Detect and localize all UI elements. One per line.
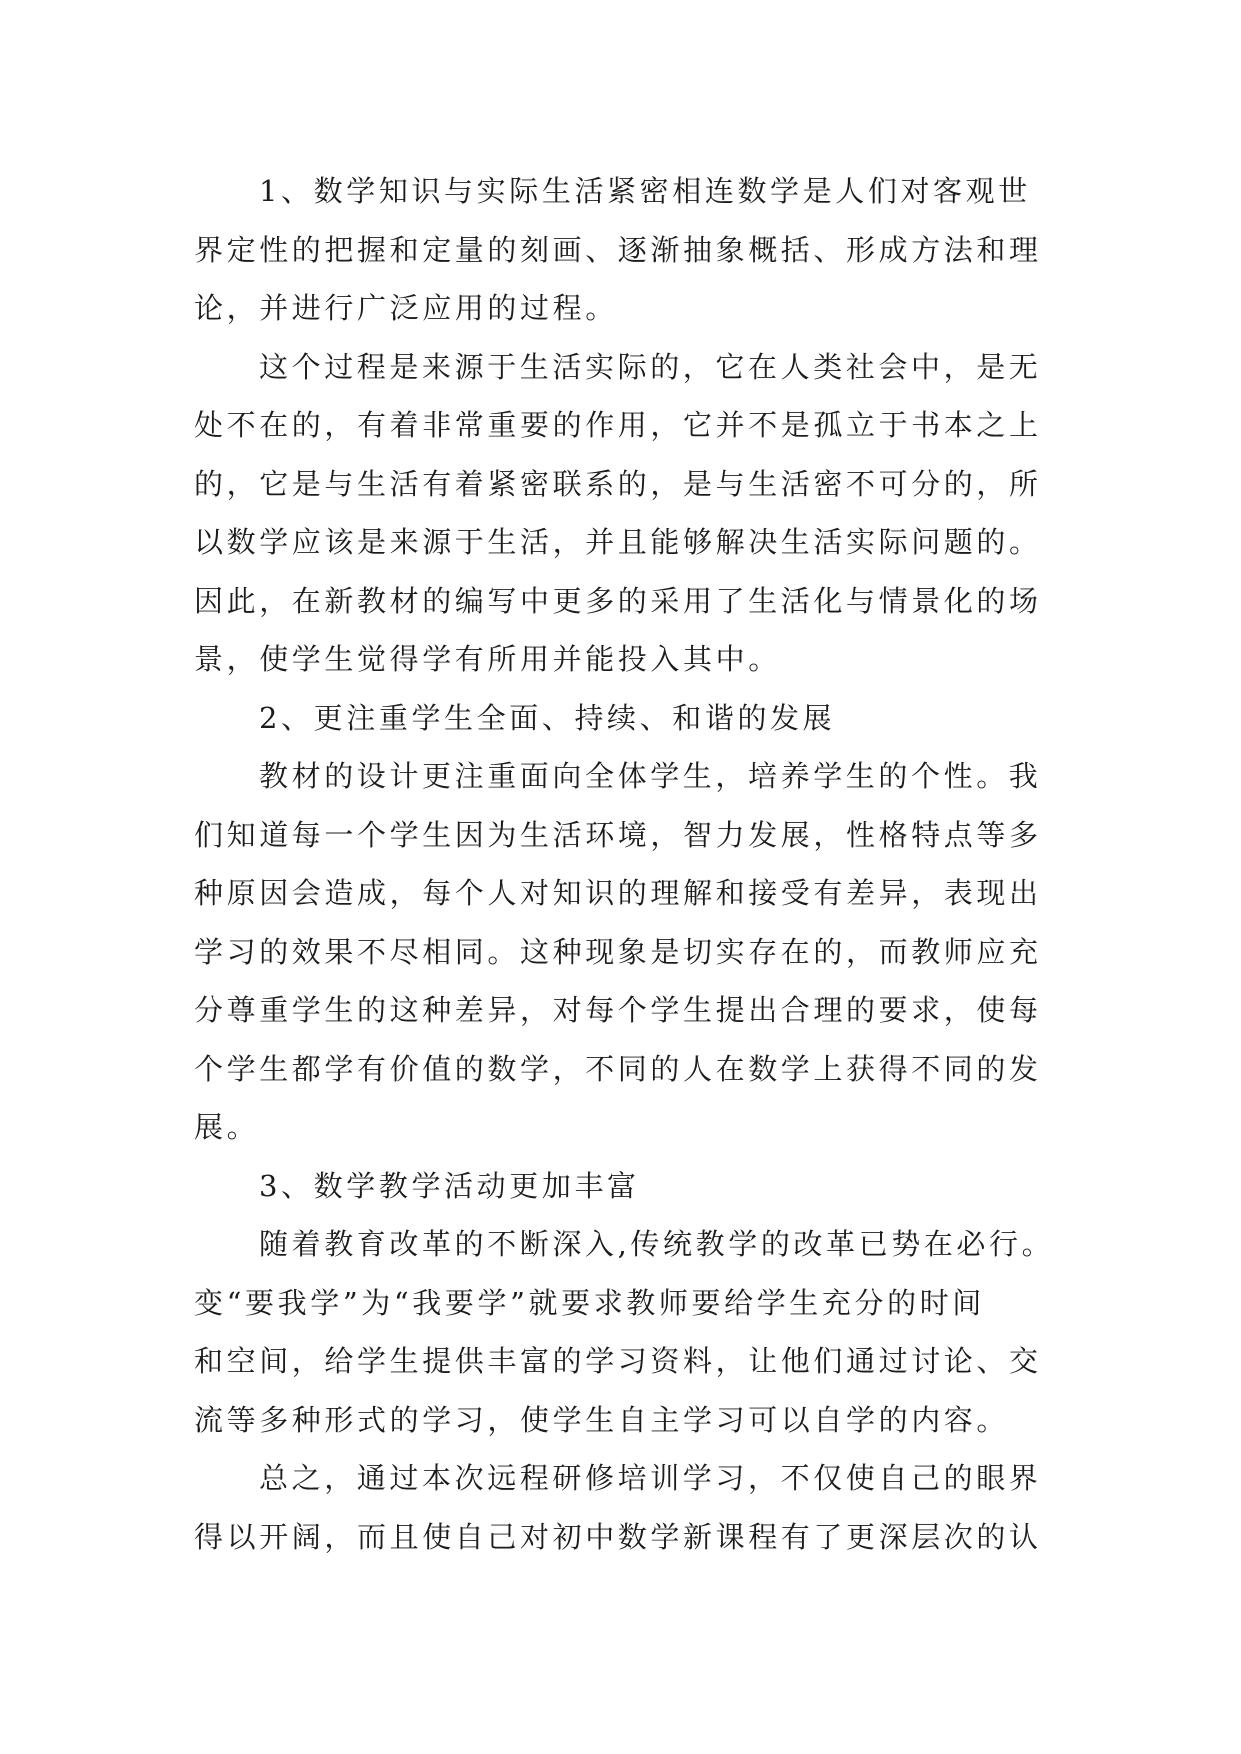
paragraph [194,1215,1094,1449]
text-line: 界定性的把握和定量的刻画、逐渐抽象概括、形成方法和理 [194,232,1042,267]
paragraph [194,747,1094,1157]
text-line: 变“要我学”为“我要学”就要求教师要给学生充分的时间 [194,1285,985,1320]
text-line: 得以开阔，而且使自己对初中数学新课程有了更深层次的认 [194,1519,1042,1554]
conclusion-paragraph [194,1449,1094,1566]
section-heading: 2、更注重学生全面、持续、和谐的发展 [259,700,836,735]
text-line: 和空间，给学生提供丰富的学习资料，让他们通过讨论、交 [194,1344,1042,1378]
text-line: 总之，通过本次远程研修培训学习，不仅使自己的眼界 [259,1461,1042,1495]
section-heading-2 [194,689,1094,748]
text-line: 因此，在新教材的编写中更多的采用了生活化与情景化的场 [194,583,1042,618]
text-line: 的，它是与生活有着紧密联系的，是与生活密不可分的，所 [194,466,1042,501]
text-line: 个学生都学有价值的数学，不同的人在数学上获得不同的发 [194,1051,1042,1086]
text-line: 种原因会造成，每个人对知识的理解和接受有差异，表现出 [194,876,1042,910]
text-line: 学习的效果不尽相同。这种现象是切实存在的，而教师应充 [194,934,1042,969]
text-line: 展。 [194,1110,260,1144]
text-line: 这个过程是来源于生活实际的，它在人类社会中，是无 [259,349,1042,384]
text-line: 随着教育改革的不断深入,传统教学的改革已势在必行。 [259,1227,1055,1261]
section-heading: 3、数学教学活动更加丰富 [259,1168,640,1203]
text-line: 论，并进行广泛应用的过程。 [194,291,618,325]
text-line: 处不在的，有着非常重要的作用，它并不是孤立于书本之上 [194,408,1042,442]
text-line: 流等多种形式的学习，使学生自主学习可以自学的内容。 [194,1402,1010,1437]
section-paragraph-1 [194,162,1094,338]
text-line: 景，使学生觉得学有所用并能投入其中。 [194,642,781,676]
text-line: 以数学应该是来源于生活，并且能够解决生活实际问题的。 [194,525,1042,559]
paragraph [194,338,1094,689]
text-line: 们知道每一个学生因为生活环境，智力发展，性格特点等多 [194,817,1042,852]
text-line: 1、数学知识与实际生活紧密相连数学是人们对客观世 [259,174,1031,208]
document-page [194,162,1094,1566]
text-line: 教材的设计更注重面向全体学生，培养学生的个性。我 [259,759,1042,793]
section-heading-3 [194,1157,1094,1216]
text-line: 分尊重学生的这种差异，对每个学生提出合理的要求，使每 [194,993,1042,1027]
